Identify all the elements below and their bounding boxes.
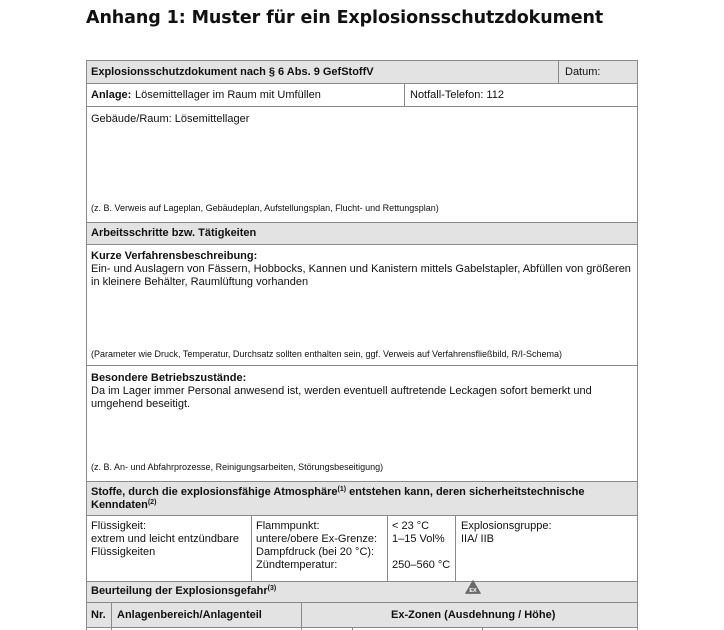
stoffe-header-sup2: (2): [147, 499, 157, 506]
header-label: Explosionsschutzdokument nach § 6 Abs. 9 GefStoffV: [91, 66, 374, 78]
stoff-col1-l2: extrem und leicht entzündbare: [91, 533, 239, 545]
gebaeude-cell: [86, 106, 638, 223]
col-anlagen-cell: [111, 602, 302, 628]
stoff-col2: [251, 515, 388, 582]
arbeits-header-label: Arbeitsschritte bzw. Tätigkeiten: [91, 227, 257, 239]
stoff-col4-l1: Explosionsgruppe:: [461, 520, 552, 532]
stoff-col3: [387, 515, 456, 582]
stoff-col4: [455, 515, 638, 582]
verfahren-hint: (Parameter wie Druck, Temperatur, Durchsatz sollten enthalten sein, ggf. Verweis auf Verfahrensfließbild, R/I-Schema): [91, 349, 563, 359]
stoff-col1-l3: Flüssigkeiten: [91, 546, 156, 558]
stoffe-header-text: [91, 486, 631, 512]
stoff-col2-l2: untere/obere Ex-Grenze:: [256, 533, 378, 545]
betrieb-title: Besondere Betriebszustände:: [91, 372, 247, 384]
notfall-label: Notfall-Telefon: 112: [410, 89, 504, 101]
stoff-col3-l1: < 23 °C: [392, 520, 430, 532]
col-exzonen: Ex-Zonen (Ausdehnung / Höhe): [391, 609, 556, 621]
stoff-col4-l2: IIA/ IIB: [461, 533, 495, 545]
stoff-col2-l1: Flammpunkt:: [256, 520, 320, 532]
stoff-col2-l3: Dampfdruck (bei 20 °C):: [256, 546, 375, 558]
stoff-col2-l4: Zündtemperatur:: [256, 559, 338, 571]
anlage-value: Lösemittellager im Raum mit Umfüllen: [135, 89, 321, 101]
col-anlagen: Anlagenbereich/Anlagenteil: [117, 609, 262, 621]
stoff-col3-l4: 250–560 °C: [392, 559, 451, 571]
col-nr: Nr.: [91, 609, 106, 621]
gebaeude-hint: (z. B. Verweis auf Lageplan, Gebäudeplan, Aufstellungsplan, Flucht- und Rettungsplan): [91, 203, 439, 213]
stoffe-header: [86, 481, 638, 516]
stoff-col1-l1: Flüssigkeit:: [91, 520, 147, 532]
col-exzonen-cell: [301, 602, 638, 628]
stoffe-header-sup1: (1): [337, 486, 347, 493]
ex-warning-icon: [465, 580, 481, 594]
date-cell: [558, 60, 638, 84]
header-row: [86, 60, 559, 84]
anlage-label: Anlage:: [91, 89, 132, 101]
verfahren-cell: [86, 244, 638, 366]
stoffe-header-c: Kenndaten: [91, 499, 148, 511]
ex-icon-text: EX: [469, 588, 477, 594]
stoff-col3-l2: 1–15 Vol%: [392, 533, 445, 545]
anlage-cell: [86, 83, 405, 107]
next-row-top: [86, 627, 638, 628]
verfahren-title: Kurze Verfahrensbeschreibung:: [91, 250, 258, 262]
col-nr-cell: [86, 602, 112, 628]
notfall-cell: [404, 83, 638, 107]
beurteilung-sup: (3): [267, 585, 277, 592]
page-title: Anhang 1: Muster für ein Explosionsschutzdokument: [86, 8, 604, 28]
verfahren-text: Ein- und Auslagern von Fässern, Hobbocks, Kannen und Kanistern mittels Gabelstapler, Abfüllen von größeren in kleinere Behälter, Raumlüftung vorhanden: [91, 263, 631, 288]
betrieb-hint: (z. B. An- und Abfahrprozesse, Reinigungsarbeiten, Störungsbeseitigung): [91, 462, 384, 472]
beurteilung-label-text: Beurteilung der Explosionsgefahr: [91, 585, 268, 597]
betrieb-cell: [86, 365, 638, 482]
betrieb-text: Da im Lager immer Personal anwesend ist, werden eventuell auftretende Leckagen sofort bemerkt und umgehend beseitigt.: [91, 385, 592, 410]
beurteilung-header: [86, 581, 638, 603]
arbeits-header: [86, 222, 638, 245]
stoff-col1: [86, 515, 252, 582]
beurteilung-label: [91, 585, 276, 598]
gebaeude-label: Gebäude/Raum: Lösemittellager: [91, 113, 250, 125]
stoffe-header-b: entstehen kann, deren sicherheitstechnische: [346, 486, 585, 498]
date-label: Datum:: [565, 66, 601, 78]
stoffe-header-a: Stoffe, durch die explosionsfähige Atmosphäre: [91, 486, 338, 498]
